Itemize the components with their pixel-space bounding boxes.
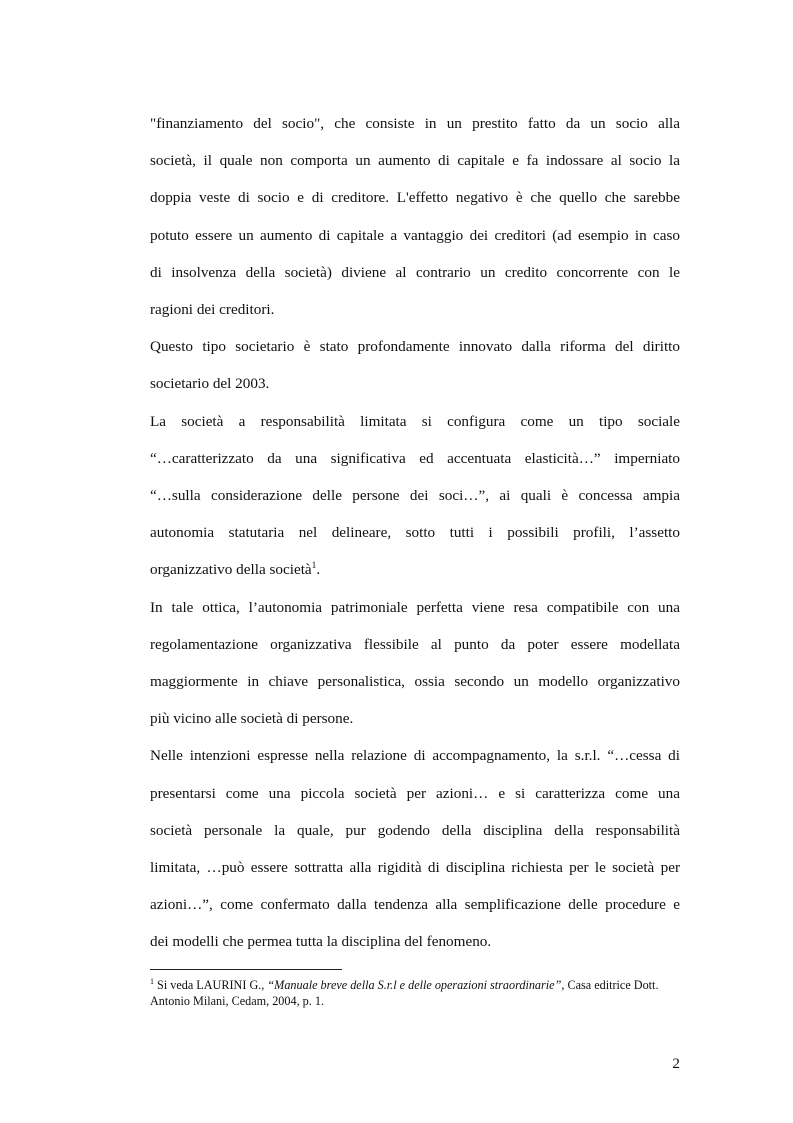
text-line bbox=[150, 551, 680, 588]
footnote-reference[interactable]: 1 bbox=[311, 561, 317, 572]
text-line-content: organizzativo della società bbox=[150, 561, 312, 579]
text-line: limitata, …può essere sottratta alla rigidità di disciplina richiesta per le società per bbox=[150, 859, 680, 877]
text-line: maggiormente in chiave personalistica, ossia secondo un modello organizzativo bbox=[150, 673, 680, 691]
text-line: di insolvenza della società) diviene al contrario un credito concorrente con le bbox=[150, 263, 680, 281]
text-line: azioni…”, come confermato dalla tendenza alla semplificazione delle procedure e bbox=[150, 896, 680, 914]
text-line: La società a responsabilità limitata si configura come un tipo sociale bbox=[150, 412, 680, 430]
text-line: regolamentazione organizzativa flessibile al punto da poter essere modellata bbox=[150, 635, 680, 653]
text-line: “…sulla considerazione delle persone dei soci…”, ai quali è concessa ampia bbox=[150, 487, 680, 505]
text-line: autonomia statutaria nel delineare, sotto tutti i possibili profili, l’assetto bbox=[150, 524, 680, 542]
footnote bbox=[150, 977, 680, 1009]
footnote-separator bbox=[150, 969, 342, 970]
text-line: ragioni dei creditori. bbox=[150, 301, 275, 319]
page-number: 2 bbox=[672, 1055, 680, 1072]
body-text bbox=[150, 105, 680, 961]
sentence-end: . bbox=[316, 561, 321, 579]
paragraph-legislative-intent bbox=[150, 737, 680, 960]
paragraph-reform-2003 bbox=[150, 328, 680, 402]
footnote-title: “Manuale breve della S.r.l e delle operazioni straordinarie”, bbox=[267, 978, 565, 992]
text-line: più vicino alle società di persone. bbox=[150, 710, 354, 728]
text-line: presentarsi come una piccola società per azioni… e si caratterizza come una bbox=[150, 784, 680, 802]
text-line: società personale la quale, pur godendo della disciplina della responsabilità bbox=[150, 821, 680, 839]
text-line: società, il quale non comporta un aumento di capitale e fa indossare al socio la bbox=[150, 152, 680, 170]
text-line: In tale ottica, l’autonomia patrimoniale perfetta viene resa compatibile con una bbox=[150, 598, 680, 616]
text-line: potuto essere un aumento di capitale a vantaggio dei creditori (ad esempio in caso bbox=[150, 226, 680, 244]
text-line: societario del 2003. bbox=[150, 375, 270, 393]
text-line: Nelle intenzioni espresse nella relazione di accompagnamento, la s.r.l. “…cessa di bbox=[150, 747, 680, 765]
footnote-marker: 1 bbox=[150, 976, 154, 986]
paragraph-socio-financing bbox=[150, 105, 680, 328]
footnote-suffix: Casa editrice Dott. Antonio Milani, Cedam, 2004, p. 1. bbox=[150, 978, 659, 1008]
footnote-prefix: Si veda LAURINI G., bbox=[154, 978, 268, 992]
text-line: doppia veste di socio e di creditore. L'effetto negativo è che quello che sarebbe bbox=[150, 189, 680, 207]
paragraph-patrimonial-autonomy bbox=[150, 589, 680, 738]
text-line: "finanziamento del socio", che consiste in un prestito fatto da un socio alla bbox=[150, 115, 680, 132]
paragraph-srl-definition bbox=[150, 403, 680, 589]
text-line: dei modelli che permea tutta la disciplina del fenomeno. bbox=[150, 933, 492, 951]
text-line: “…caratterizzato da una significativa ed accentuata elasticità…” imperniato bbox=[150, 449, 680, 467]
text-line: Questo tipo societario è stato profondamente innovato dalla riforma del diritto bbox=[150, 338, 680, 356]
